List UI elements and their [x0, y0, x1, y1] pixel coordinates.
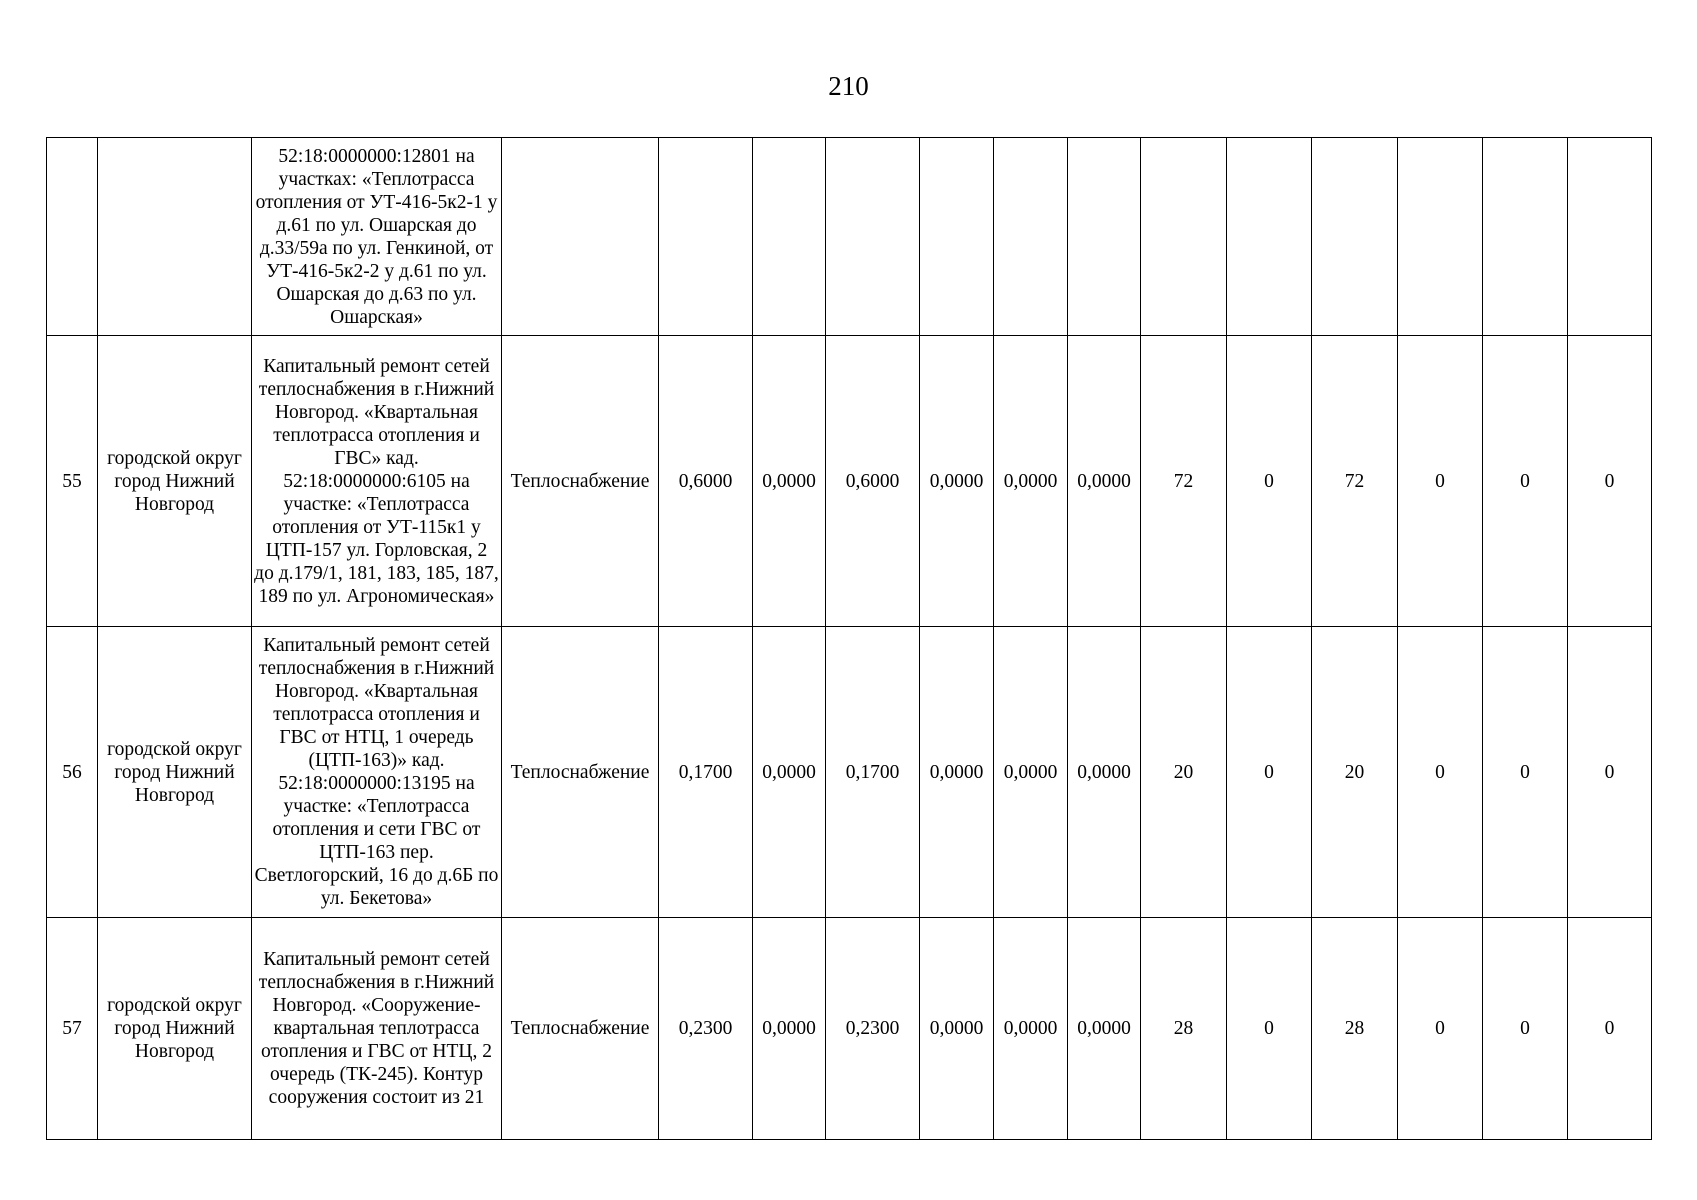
value-cell: 0 — [1227, 336, 1312, 627]
value-cell — [1568, 138, 1652, 336]
value-cell: 20 — [1312, 627, 1398, 918]
value-cell: 0 — [1483, 336, 1568, 627]
value-cell: 0 — [1227, 627, 1312, 918]
description-cell: 52:18:0000000:12801 на участках: «Теплотрасса отопления от УТ-416-5к2-1 у д.61 по ул. Ошарская до д.33/59а по ул. Генкиной, от УТ-416-5к2-2 у д.61 по ул. Ошарская до д.63 по ул. Ошарская» — [252, 138, 502, 336]
value-cell: 20 — [1141, 627, 1227, 918]
row-number: 56 — [47, 627, 98, 918]
value-cell: 0,0000 — [994, 627, 1068, 918]
municipality-cell — [98, 138, 252, 336]
value-cell: 0,0000 — [753, 336, 826, 627]
value-cell: 72 — [1312, 336, 1398, 627]
table-row — [47, 138, 1652, 336]
description-cell: Капитальный ремонт сетей теплоснабжения в г.Нижний Новгород. «Квартальная теплотрасса отопления и ГВС» кад. 52:18:0000000:6105 на участке: «Теплотрасса отопления от УТ-115к1 у ЦТП-157 ул. Горловская, 2 до д.179/1, 181, 183, 185, 187, 189 по ул. Агрономическая» — [252, 336, 502, 627]
value-cell: 28 — [1141, 918, 1227, 1140]
value-cell: 0,0000 — [753, 918, 826, 1140]
value-cell: 0 — [1398, 627, 1483, 918]
value-cell: 0,0000 — [920, 336, 994, 627]
value-cell: 0,2300 — [659, 918, 753, 1140]
value-cell: 0,1700 — [826, 627, 920, 918]
value-cell: 72 — [1141, 336, 1227, 627]
value-cell: 0 — [1227, 918, 1312, 1140]
row-number: 55 — [47, 336, 98, 627]
description-cell: Капитальный ремонт сетей теплоснабжения в г.Нижний Новгород. «Квартальная теплотрасса отопления и ГВС от НТЦ, 1 очередь (ЦТП-163)» кад. 52:18:0000000:13195 на участке: «Теплотрасса отопления и сети ГВС от ЦТП-163 пер. Светлогорский, 16 до д.6Б по ул. Бекетова» — [252, 627, 502, 918]
row-number: 57 — [47, 918, 98, 1140]
value-cell — [994, 138, 1068, 336]
value-cell: 0,0000 — [1068, 627, 1141, 918]
type-cell — [502, 138, 659, 336]
value-cell: 0 — [1398, 336, 1483, 627]
value-cell: 0,1700 — [659, 627, 753, 918]
value-cell: 0,6000 — [826, 336, 920, 627]
value-cell: 28 — [1312, 918, 1398, 1140]
value-cell: 0,0000 — [1068, 918, 1141, 1140]
value-cell: 0 — [1398, 918, 1483, 1140]
municipality-cell: городской округ город Нижний Новгород — [98, 918, 252, 1140]
value-cell — [920, 138, 994, 336]
value-cell: 0 — [1483, 627, 1568, 918]
value-cell — [1227, 138, 1312, 336]
program-table — [46, 137, 1652, 1140]
value-cell — [1398, 138, 1483, 336]
value-cell: 0 — [1568, 336, 1652, 627]
value-cell — [1068, 138, 1141, 336]
value-cell: 0,0000 — [920, 918, 994, 1140]
value-cell: 0,6000 — [659, 336, 753, 627]
type-cell: Теплоснабжение — [502, 627, 659, 918]
value-cell: 0,0000 — [994, 336, 1068, 627]
value-cell — [826, 138, 920, 336]
type-cell: Теплоснабжение — [502, 336, 659, 627]
value-cell: 0,0000 — [1068, 336, 1141, 627]
value-cell — [1312, 138, 1398, 336]
value-cell: 0,0000 — [753, 627, 826, 918]
description-cell: Капитальный ремонт сетей теплоснабжения в г.Нижний Новгород. «Сооружение-квартальная теплотрасса отопления и ГВС от НТЦ, 2 очередь (ТК-245). Контур сооружения состоит из 21 — [252, 918, 502, 1140]
value-cell: 0,0000 — [994, 918, 1068, 1140]
value-cell: 0,0000 — [920, 627, 994, 918]
table-row — [47, 627, 1652, 918]
municipality-cell: городской округ город Нижний Новгород — [98, 627, 252, 918]
value-cell — [1483, 138, 1568, 336]
table-row — [47, 336, 1652, 627]
value-cell: 0 — [1483, 918, 1568, 1140]
row-number — [47, 138, 98, 336]
table-row — [47, 918, 1652, 1140]
page-number: 210 — [828, 71, 869, 101]
value-cell: 0 — [1568, 918, 1652, 1140]
value-cell — [753, 138, 826, 336]
value-cell: 0,2300 — [826, 918, 920, 1140]
municipality-cell: городской округ город Нижний Новгород — [98, 336, 252, 627]
value-cell — [659, 138, 753, 336]
value-cell: 0 — [1568, 627, 1652, 918]
type-cell: Теплоснабжение — [502, 918, 659, 1140]
value-cell — [1141, 138, 1227, 336]
